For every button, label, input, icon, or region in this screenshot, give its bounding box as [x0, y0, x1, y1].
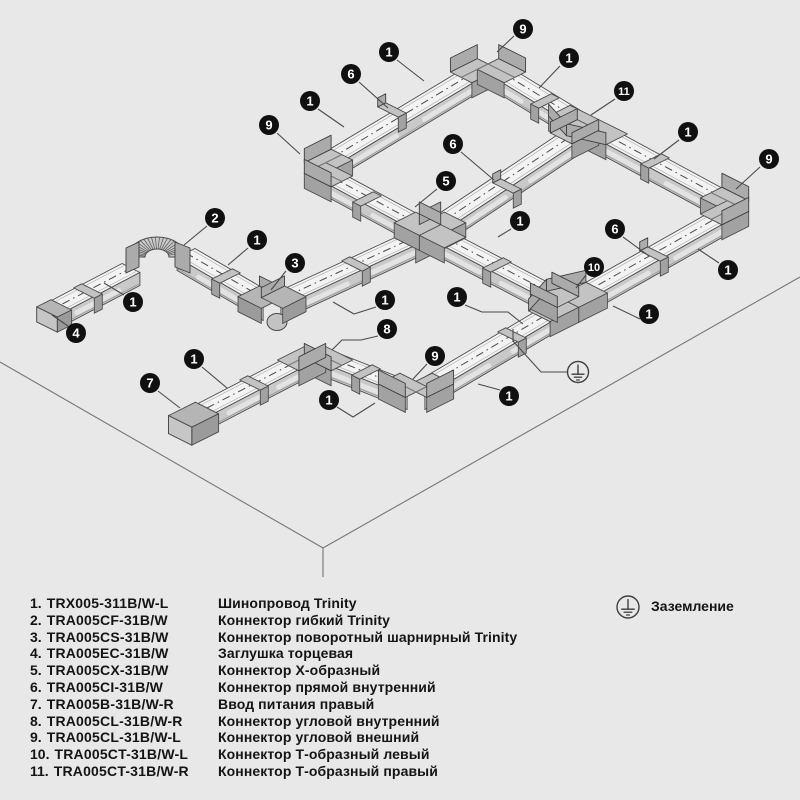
callout-7	[140, 373, 180, 408]
svg-text:4: 4	[72, 325, 80, 341]
svg-text:1: 1	[565, 50, 573, 66]
callout-11	[591, 81, 634, 115]
callout-1	[300, 91, 344, 127]
legend-item-description: Коннектор Т-образный правый	[218, 762, 438, 779]
callout-1	[539, 48, 579, 88]
legend-item-description: Коннектор гибкий Trinity	[218, 611, 391, 628]
svg-text:8: 8	[383, 321, 391, 337]
callout-1	[478, 384, 519, 406]
callout-1	[698, 249, 738, 280]
legend-item-number: 10.	[30, 746, 50, 763]
svg-text:2: 2	[211, 210, 219, 226]
legend-item-number: 1.	[30, 595, 42, 611]
legend-item-number: 5.	[30, 662, 42, 679]
legend-item-description: Шинопровод Trinity	[218, 595, 357, 611]
legend-item	[30, 595, 590, 612]
legend-item-code: TRA005CS-31B/W	[46, 628, 169, 645]
legend-item-code: TRA005EC-31B/W	[46, 645, 169, 662]
legend-item	[30, 696, 590, 713]
callout-9	[736, 149, 779, 189]
flexible-connector	[126, 237, 190, 273]
legend-item-number: 9.	[30, 729, 42, 746]
svg-text:1: 1	[190, 351, 198, 367]
svg-text:9: 9	[431, 348, 439, 364]
legend-item-description: Коннектор X-образный	[218, 662, 381, 679]
ground-legend-label	[651, 598, 734, 614]
svg-text:10: 10	[587, 261, 601, 274]
callout-1	[333, 290, 395, 314]
callout-5	[415, 171, 456, 207]
callout-9	[259, 115, 300, 154]
legend-item	[30, 679, 590, 696]
callout-1	[613, 304, 659, 324]
legend-item-number: 7.	[30, 695, 42, 712]
legend-item	[30, 746, 590, 763]
svg-text:5: 5	[442, 173, 450, 189]
svg-text:3: 3	[291, 255, 299, 271]
legend-item-description: Коннектор прямой внутренний	[218, 678, 436, 695]
legend-item-code: TRX005-311B/W-L	[46, 595, 169, 611]
svg-text:1: 1	[724, 262, 732, 278]
legend-item-number: 4.	[30, 645, 42, 662]
legend-item-code: TRA005CX-31B/W	[46, 662, 169, 679]
legend-item-description: Коннектор угловой внешний	[218, 729, 420, 746]
legend-item-code: TRA005B-31B/W-R	[46, 695, 174, 712]
legend-item-description: Коннектор поворотный шарнирный Trinity	[218, 628, 518, 645]
legend-item-code: TRA005CL-31B/W-R	[46, 712, 183, 729]
legend-item-number: 3.	[30, 628, 42, 645]
legend-item-description: Ввод питания правый	[218, 695, 375, 712]
parts-legend	[30, 595, 590, 780]
legend-item	[30, 629, 590, 646]
callout-1	[654, 122, 698, 159]
svg-text:6: 6	[347, 66, 355, 82]
callout-1	[184, 349, 227, 388]
callout-1	[319, 390, 375, 417]
callout-1	[498, 211, 530, 237]
ground-legend-icon	[617, 596, 639, 618]
svg-text:1: 1	[453, 289, 461, 305]
legend-item	[30, 662, 590, 679]
svg-text:1: 1	[253, 232, 261, 248]
svg-text:9: 9	[765, 151, 773, 167]
legend-item-description: Заглушка торцевая	[218, 645, 354, 662]
svg-text:9: 9	[519, 21, 527, 37]
legend-item	[30, 645, 590, 662]
svg-text:1: 1	[645, 306, 653, 322]
callout-1	[228, 230, 267, 265]
svg-text:1: 1	[385, 44, 393, 60]
legend-item-number: 8.	[30, 712, 42, 729]
svg-text:1: 1	[516, 213, 524, 229]
legend-item-code: TRA005CF-31B/W	[46, 611, 168, 628]
svg-text:9: 9	[265, 117, 273, 133]
legend-item	[30, 612, 590, 629]
legend-item-code: TRA005CT-31B/W-R	[53, 762, 189, 779]
callout-9	[497, 19, 533, 52]
callout-1	[379, 42, 424, 81]
svg-text:1: 1	[325, 392, 333, 408]
legend-item-description: Коннектор угловой внутренний	[218, 712, 440, 729]
legend-item-number: 2.	[30, 611, 42, 628]
svg-text:1: 1	[129, 294, 137, 310]
legend-item-code: TRA005CI-31B/W	[46, 678, 164, 695]
svg-text:1: 1	[684, 124, 692, 140]
svg-text:6: 6	[449, 136, 457, 152]
svg-text:1: 1	[381, 292, 389, 308]
svg-text:1: 1	[306, 93, 314, 109]
floor-plane	[0, 277, 800, 577]
callout-8	[332, 319, 397, 350]
legend-item	[30, 729, 590, 746]
callout-2	[184, 208, 225, 245]
legend-item-code: TRA005CL-31B/W-L	[46, 729, 182, 746]
svg-text:1: 1	[505, 388, 513, 404]
legend-item	[30, 713, 590, 730]
legend-item-description: Коннектор Т-образный левый	[218, 746, 430, 763]
legend-item-code: TRA005CT-31B/W-L	[54, 746, 189, 763]
callout-6	[341, 64, 388, 108]
legend-item-number: 11.	[30, 762, 49, 779]
legend-item	[30, 763, 590, 780]
svg-text:7: 7	[146, 375, 154, 391]
legend-item-number: 6.	[30, 678, 42, 695]
svg-text:6: 6	[611, 221, 619, 237]
ground-legend-text: Заземление	[651, 598, 734, 614]
svg-text:11: 11	[618, 85, 630, 98]
